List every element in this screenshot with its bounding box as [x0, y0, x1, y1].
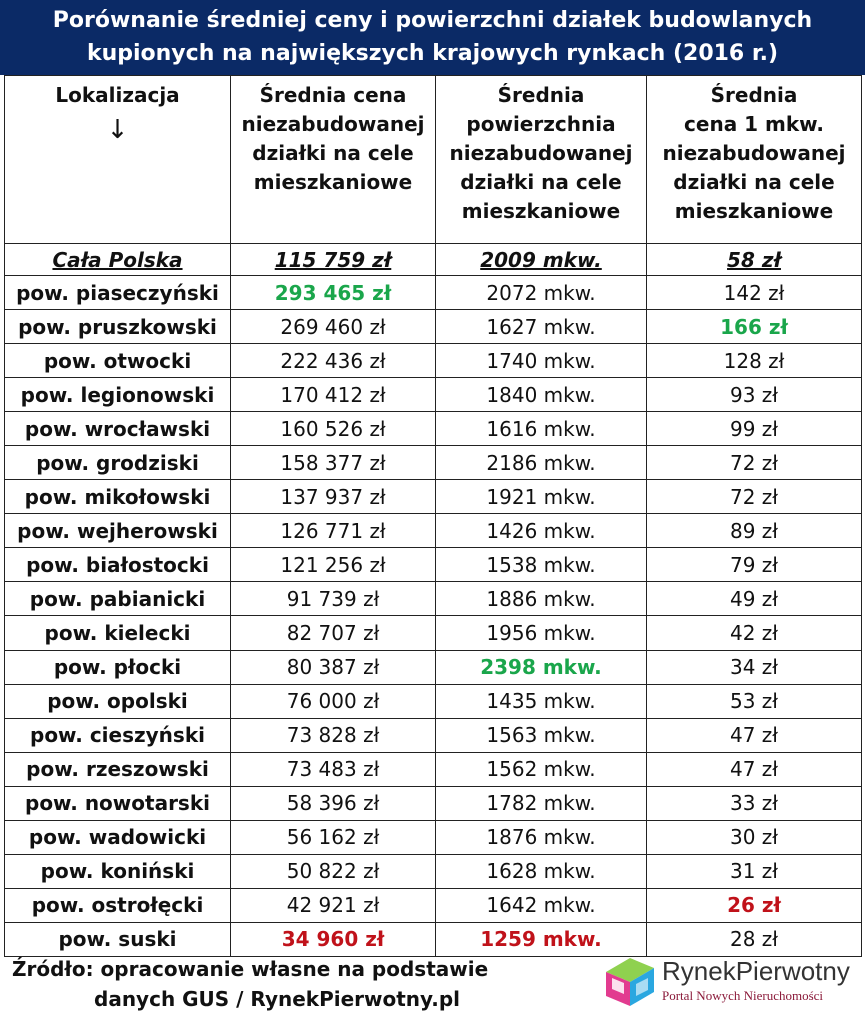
- summary-area: 2009 mkw.: [436, 244, 647, 276]
- cell-area: 2398 mkw.: [436, 650, 647, 684]
- table-row: [5, 514, 862, 548]
- cell-price: 73 483 zł: [231, 752, 436, 786]
- summary-price: 115 759 zł: [231, 244, 436, 276]
- summary-price-per-sqm: 58 zł: [647, 244, 862, 276]
- table-row: [5, 684, 862, 718]
- cell-location: pow. płocki: [5, 650, 231, 684]
- cell-location: pow. cieszyński: [5, 718, 231, 752]
- cell-price-per-sqm: 47 zł: [647, 718, 862, 752]
- table-row: [5, 820, 862, 854]
- cell-area: 1642 mkw.: [436, 888, 647, 922]
- cell-price-per-sqm: 31 zł: [647, 854, 862, 888]
- cell-price: 50 822 zł: [231, 854, 436, 888]
- cell-price: 293 465 zł: [231, 276, 436, 310]
- cell-price-per-sqm: 99 zł: [647, 412, 862, 446]
- cell-price-per-sqm: 53 zł: [647, 684, 862, 718]
- cell-location: pow. kielecki: [5, 616, 231, 650]
- column-header-area: Średnia powierzchnia niezabudowanej działki na cele mieszkaniowe: [436, 76, 647, 244]
- summary-location: Cała Polska: [5, 244, 231, 276]
- cell-price-per-sqm: 49 zł: [647, 582, 862, 616]
- table-row: [5, 344, 862, 378]
- cell-area: 1740 mkw.: [436, 344, 647, 378]
- cell-price-per-sqm: 34 zł: [647, 650, 862, 684]
- arrow-down-icon: ↓: [106, 115, 129, 145]
- column-header-label: Lokalizacja: [55, 83, 180, 107]
- cell-price-per-sqm: 28 zł: [647, 922, 862, 956]
- header-row: [5, 76, 862, 244]
- cell-area: 1628 mkw.: [436, 854, 647, 888]
- cell-area: 1426 mkw.: [436, 514, 647, 548]
- summary-row: [5, 244, 862, 276]
- cell-price: 158 377 zł: [231, 446, 436, 480]
- cell-price: 58 396 zł: [231, 786, 436, 820]
- column-header-location: [5, 76, 231, 244]
- cell-price: 126 771 zł: [231, 514, 436, 548]
- cell-location: pow. pruszkowski: [5, 310, 231, 344]
- cell-price-per-sqm: 142 zł: [647, 276, 862, 310]
- cell-area: 1921 mkw.: [436, 480, 647, 514]
- cell-area: 1616 mkw.: [436, 412, 647, 446]
- cell-price-per-sqm: 128 zł: [647, 344, 862, 378]
- cell-area: 1876 mkw.: [436, 820, 647, 854]
- cell-price-per-sqm: 166 zł: [647, 310, 862, 344]
- cell-price: 160 526 zł: [231, 412, 436, 446]
- table-row: [5, 854, 862, 888]
- cell-price-per-sqm: 47 zł: [647, 752, 862, 786]
- brand-logo: [600, 952, 862, 1010]
- cell-area: 1956 mkw.: [436, 616, 647, 650]
- table-row: [5, 888, 862, 922]
- table-row: [5, 480, 862, 514]
- cell-price-per-sqm: 72 zł: [647, 446, 862, 480]
- column-header-price: Średnia cena niezabudowanej działki na cele mieszkaniowe: [231, 76, 436, 244]
- house-logo-icon: [600, 954, 658, 1008]
- source-line-1: Źródło: opracowanie własne na podstawie: [12, 957, 489, 981]
- cell-price-per-sqm: 33 zł: [647, 786, 862, 820]
- column-header-price-per-sqm: Średnia cena 1 mkw. niezabudowanej działki na cele mieszkaniowe: [647, 76, 862, 244]
- source-line-2: danych GUS / RynekPierwotny.pl: [94, 987, 461, 1011]
- cell-price: 170 412 zł: [231, 378, 436, 412]
- cell-price-per-sqm: 72 zł: [647, 480, 862, 514]
- cell-location: pow. ostrołęcki: [5, 888, 231, 922]
- cell-location: pow. opolski: [5, 684, 231, 718]
- cell-area: 2072 mkw.: [436, 276, 647, 310]
- cell-area: 1840 mkw.: [436, 378, 647, 412]
- cell-price: 34 960 zł: [231, 922, 436, 956]
- cell-area: 1627 mkw.: [436, 310, 647, 344]
- cell-price: 76 000 zł: [231, 684, 436, 718]
- cell-location: pow. wadowicki: [5, 820, 231, 854]
- cell-location: pow. mikołowski: [5, 480, 231, 514]
- cell-location: pow. otwocki: [5, 344, 231, 378]
- cell-price: 56 162 zł: [231, 820, 436, 854]
- table-row: [5, 650, 862, 684]
- cell-area: 1259 mkw.: [436, 922, 647, 956]
- cell-location: pow. legionowski: [5, 378, 231, 412]
- cell-price: 121 256 zł: [231, 548, 436, 582]
- cell-price: 82 707 zł: [231, 616, 436, 650]
- table-row: [5, 446, 862, 480]
- cell-location: pow. suski: [5, 922, 231, 956]
- cell-price-per-sqm: 79 zł: [647, 548, 862, 582]
- table-title-line-1: Porównanie średniej ceny i powierzchni działek budowlanych: [52, 8, 813, 33]
- cell-price: 42 921 zł: [231, 888, 436, 922]
- cell-price: 269 460 zł: [231, 310, 436, 344]
- cell-price-per-sqm: 30 zł: [647, 820, 862, 854]
- table-row: [5, 276, 862, 310]
- table-row: [5, 548, 862, 582]
- cell-area: 1435 mkw.: [436, 684, 647, 718]
- table-row: [5, 378, 862, 412]
- table-title: [0, 0, 865, 75]
- cell-area: 1562 mkw.: [436, 752, 647, 786]
- cell-location: pow. pabianicki: [5, 582, 231, 616]
- cell-area: 1886 mkw.: [436, 582, 647, 616]
- table-title-line-2: kupionych na największych krajowych rynkach (2016 r.): [86, 41, 779, 66]
- cell-price: 73 828 zł: [231, 718, 436, 752]
- cell-location: pow. grodziski: [5, 446, 231, 480]
- cell-location: pow. nowotarski: [5, 786, 231, 820]
- cell-location: pow. rzeszowski: [5, 752, 231, 786]
- table-row: [5, 786, 862, 820]
- table-row: [5, 582, 862, 616]
- source-note: [12, 954, 488, 1014]
- cell-area: 2186 mkw.: [436, 446, 647, 480]
- cell-price: 91 739 zł: [231, 582, 436, 616]
- cell-location: pow. wrocławski: [5, 412, 231, 446]
- cell-price-per-sqm: 89 zł: [647, 514, 862, 548]
- table-row: [5, 718, 862, 752]
- cell-price-per-sqm: 42 zł: [647, 616, 862, 650]
- cell-price: 80 387 zł: [231, 650, 436, 684]
- cell-location: pow. koniński: [5, 854, 231, 888]
- logo-tagline: Portal Nowych Nieruchomości: [662, 988, 824, 1003]
- cell-area: 1782 mkw.: [436, 786, 647, 820]
- cell-location: pow. białostocki: [5, 548, 231, 582]
- cell-location: pow. piaseczyński: [5, 276, 231, 310]
- table-row: [5, 616, 862, 650]
- cell-price-per-sqm: 93 zł: [647, 378, 862, 412]
- cell-area: 1563 mkw.: [436, 718, 647, 752]
- comparison-table: [4, 75, 862, 957]
- logo-wordmark: RynekPierwotny: [662, 956, 850, 986]
- cell-location: pow. wejherowski: [5, 514, 231, 548]
- cell-price: 222 436 zł: [231, 344, 436, 378]
- table-row: [5, 412, 862, 446]
- cell-price-per-sqm: 26 zł: [647, 888, 862, 922]
- cell-price: 137 937 zł: [231, 480, 436, 514]
- table-row: [5, 752, 862, 786]
- cell-area: 1538 mkw.: [436, 548, 647, 582]
- table-row: [5, 310, 862, 344]
